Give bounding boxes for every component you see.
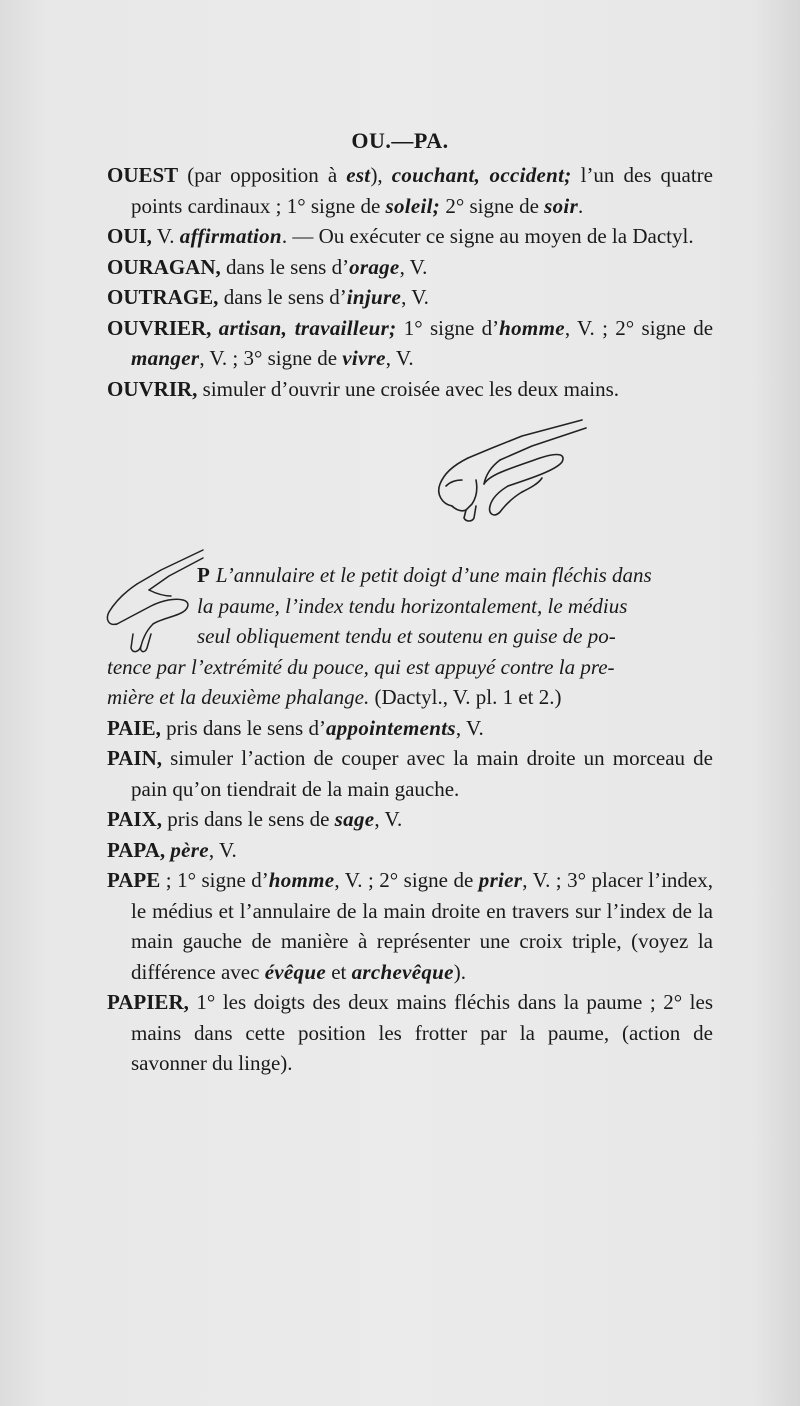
entry-headword: OUI, [107, 224, 152, 248]
entry-text: , V. ; 3° signe de [199, 346, 343, 370]
dictionary-entry [107, 987, 713, 1079]
sign-reference: sage [334, 807, 375, 831]
dictionary-entry [107, 252, 713, 283]
entry-text: , V. ; 2° signe de [564, 315, 714, 340]
description-line-3: seul obliquement tendu et soutenu en guise de po- [197, 624, 616, 648]
dictionary-text [107, 160, 713, 1079]
sign-reference: est [346, 163, 371, 187]
sign-reference: évêque [264, 959, 326, 984]
entry-text: simuler l’action de couper avec la main droite un morceau de pain qu’on tiendrait de la main gauche. [131, 746, 713, 801]
entry-text: , V. [401, 285, 429, 309]
hand-sign-diagram [99, 546, 211, 658]
entry-headword: OUVRIER, [107, 315, 212, 340]
dictionary-entry [107, 743, 713, 804]
entry-text: (par opposition à [178, 163, 347, 187]
sign-reference: manger [131, 346, 200, 370]
entry-text: 1° signe d’ [396, 315, 500, 340]
entry-text: dans le sens d’ [220, 254, 350, 279]
description-line-2: la paume, l’index tendu horizontalement, le médius [197, 593, 628, 618]
entry-text: . [578, 193, 584, 218]
entry-text: l’un des quatre points cardinaux ; 1° signe de [131, 163, 713, 218]
entry-headword: PAPA, [107, 837, 166, 862]
dictionary-entry [107, 713, 713, 744]
sign-description [107, 560, 713, 713]
entry-text: simuler d’ouvrir une croisée avec les deux mains. [197, 376, 620, 401]
sign-reference: soleil; [385, 193, 441, 218]
entry-headword: OUEST [107, 163, 179, 187]
entry-text: pris dans le sens de [162, 807, 335, 831]
running-head: OU.—PA. [351, 128, 449, 153]
entry-text: , V. [374, 807, 403, 831]
dictionary-entry [107, 313, 713, 374]
sign-reference: appointements [325, 715, 456, 740]
entry-headword: OUVRIR, [107, 376, 198, 401]
entry-headword: PAPE [107, 868, 161, 892]
entry-headword: PAIE, [107, 715, 161, 740]
entry-text [211, 316, 218, 340]
entry-text: , V. ; 3° placer l’index, le médius et l’annulaire de la main droite en travers sur l’index de la main gauche de manière à représenter une croix triple, (voyez la différence avec [131, 868, 713, 984]
entry-text: , V. [208, 837, 237, 862]
dictionary-entry [107, 804, 713, 835]
entries-bottom [107, 713, 713, 1079]
description-mark: P [197, 563, 210, 587]
entry-text: V. [151, 224, 180, 248]
entry-text: 2° signe de [440, 193, 545, 218]
sign-reference: injure [346, 285, 402, 309]
dictionary-entry [107, 282, 713, 313]
entry-text: , V. [455, 715, 484, 740]
entry-headword: OUTRAGE, [107, 285, 219, 309]
sign-reference: homme [499, 315, 565, 340]
entry-text: ). [453, 959, 466, 984]
sign-reference: orage [349, 254, 400, 279]
sign-reference: soir [544, 193, 579, 218]
sign-reference: couchant, occident; [391, 163, 572, 187]
entry-headword: PAIN, [107, 746, 163, 770]
entry-text: , V. [385, 346, 414, 370]
hand-sign-illustration [372, 414, 592, 524]
dictionary-entry [107, 374, 713, 405]
description-line-5: mière et la deuxième phalange. (Dactyl., V. pl. 1 et 2.) [107, 685, 562, 709]
sign-reference: artisan, travailleur; [218, 315, 397, 340]
entry-text: ), [370, 163, 392, 187]
sign-reference: prier [478, 868, 523, 892]
description-line-1: P L’annulaire et le petit doigt d’une main fléchis dans [197, 563, 652, 587]
sign-reference: père [170, 837, 209, 862]
description-line-4: tence par l’extrémité du pouce, qui est appuyé contre la pre- [107, 654, 615, 679]
entry-headword: PAIX, [107, 807, 163, 831]
sign-reference: archevêque [351, 959, 454, 984]
dictionary-entry [107, 865, 713, 987]
entry-text: , V. [399, 254, 428, 279]
entry-text: et [325, 959, 352, 984]
entry-text: ; 1° signe d’ [160, 868, 269, 892]
entry-text: . — Ou exécuter ce signe au moyen de la Dactyl. [281, 224, 694, 248]
entry-text: 1° les doigts des deux mains fléchis dans la paume ; 2° les mains dans cette position les frotter par la paume, (action de savonner du linge). [131, 990, 713, 1075]
sign-reference: homme [268, 868, 335, 892]
entry-headword: PAPIER, [107, 990, 189, 1014]
dictionary-entry [107, 835, 713, 866]
entry-text: , V. ; 2° signe de [334, 868, 479, 892]
dictionary-entry [107, 221, 713, 252]
dictionary-entry [107, 160, 713, 221]
sign-reference: vivre [342, 346, 386, 370]
sign-reference: affirmation [179, 224, 282, 248]
entry-headword: OURAGAN, [107, 254, 221, 279]
entry-text: pris dans le sens d’ [160, 715, 326, 740]
entries-top [107, 160, 713, 404]
figure-area [107, 404, 713, 556]
entry-text: dans le sens d’ [218, 285, 347, 309]
